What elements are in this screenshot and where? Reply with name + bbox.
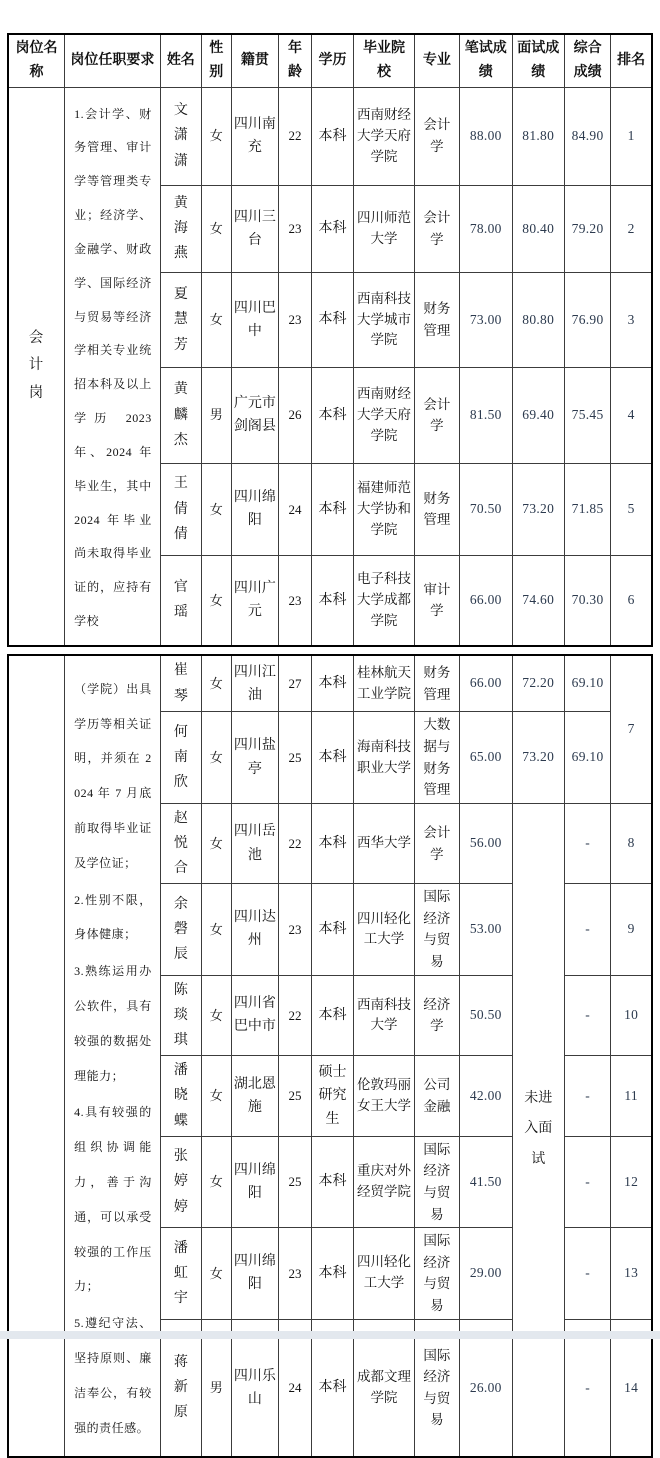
cell-overall-score: - xyxy=(564,1319,610,1457)
cell-overall-score: 69.10 xyxy=(564,655,610,712)
cell-interview-score: 74.60 xyxy=(512,555,564,645)
cell-overall-score: 75.45 xyxy=(564,367,610,463)
cell-interview-score: 69.40 xyxy=(512,367,564,463)
cell-name: 陈琰琪 xyxy=(160,975,201,1056)
cell-major: 会计学 xyxy=(414,185,459,273)
cell-age: 23 xyxy=(279,884,312,975)
cell-hometown: 四川三台 xyxy=(231,185,278,273)
cell-overall-score: 79.20 xyxy=(564,185,610,273)
cell-education: 本科 xyxy=(311,975,353,1056)
table-row xyxy=(8,87,652,185)
cell-education: 本科 xyxy=(311,1319,353,1457)
cell-education: 本科 xyxy=(311,463,353,555)
cell-major: 国际经济与贸易 xyxy=(414,884,459,975)
cell-school: 西华大学 xyxy=(354,803,415,884)
cell-overall-score: 71.85 xyxy=(564,463,610,555)
cell-interview-score: 73.20 xyxy=(512,712,564,803)
col-header-written-score: 笔试成绩 xyxy=(460,34,512,87)
cell-major: 大数据与财务管理 xyxy=(414,712,459,803)
cell-major: 财务管理 xyxy=(414,463,459,555)
cell-rank: 5 xyxy=(611,463,652,555)
cell-education: 本科 xyxy=(311,367,353,463)
cell-age: 24 xyxy=(279,463,312,555)
cell-no-interview-merged: 未进入面试 xyxy=(512,803,564,1457)
cell-school: 电子科技大学成都学院 xyxy=(354,555,415,645)
requirements-paragraph: 3.熟练运用办公软件，具有较强的数据处理能力； xyxy=(74,964,152,1083)
cell-major: 公司金融 xyxy=(414,1056,459,1137)
cell-hometown: 四川绵阳 xyxy=(231,1136,278,1227)
cell-name: 崔琴 xyxy=(160,655,201,712)
cell-school: 四川轻化工大学 xyxy=(354,884,415,975)
cell-hometown: 四川南充 xyxy=(231,87,278,185)
cell-overall-score: - xyxy=(564,1136,610,1227)
col-header-age: 年龄 xyxy=(279,34,312,87)
cell-age: 26 xyxy=(279,367,312,463)
cell-school: 成都文理学院 xyxy=(354,1319,415,1457)
cell-gender: 女 xyxy=(201,273,231,368)
cell-written-score: 66.00 xyxy=(460,655,512,712)
cell-age: 23 xyxy=(279,1228,312,1319)
requirements-text: 1.会计学、财务管理、审计学等管理类专业；经济学、金融学、财政学、国际经济与贸易等经济学相关专业统招本科及以上学历 2023 年、2024 年毕业生，其中 2024 年毕业尚未取得毕业证的，应持有学校 xyxy=(74,106,152,629)
cell-gender: 女 xyxy=(201,803,231,884)
cell-age: 25 xyxy=(279,712,312,803)
cell-hometown: 四川巴中 xyxy=(231,273,278,368)
col-header-position: 岗位名称 xyxy=(8,34,65,87)
cell-written-score: 53.00 xyxy=(460,884,512,975)
cell-major: 财务管理 xyxy=(414,273,459,368)
cell-gender: 女 xyxy=(201,655,231,712)
cell-written-score: 26.00 xyxy=(460,1319,512,1457)
table-row xyxy=(8,655,652,712)
cell-interview-score: 81.80 xyxy=(512,87,564,185)
cell-name: 王倩倩 xyxy=(160,463,201,555)
cell-written-score: 50.50 xyxy=(460,975,512,1056)
cell-education: 本科 xyxy=(311,803,353,884)
cell-name: 张婷婷 xyxy=(160,1136,201,1227)
cell-school: 四川轻化工大学 xyxy=(354,1228,415,1319)
cell-hometown: 四川岳池 xyxy=(231,803,278,884)
cell-written-score: 42.00 xyxy=(460,1056,512,1137)
cell-school: 伦敦玛丽女王大学 xyxy=(354,1056,415,1137)
cell-age: 24 xyxy=(279,1319,312,1457)
cell-gender: 女 xyxy=(201,463,231,555)
cell-rank: 10 xyxy=(611,975,652,1056)
cell-education: 本科 xyxy=(311,1136,353,1227)
cell-written-score: 78.00 xyxy=(460,185,512,273)
cell-rank: 8 xyxy=(611,803,652,884)
cell-written-score: 65.00 xyxy=(460,712,512,803)
cell-age: 23 xyxy=(279,555,312,645)
cell-interview-score: 73.20 xyxy=(512,463,564,555)
cell-education: 本科 xyxy=(311,712,353,803)
cell-gender: 女 xyxy=(201,1228,231,1319)
cell-name: 余磬辰 xyxy=(160,884,201,975)
cell-written-score: 88.00 xyxy=(460,87,512,185)
cell-school: 西南科技大学城市学院 xyxy=(354,273,415,368)
cell-written-score: 29.00 xyxy=(460,1228,512,1319)
cell-name: 赵悦合 xyxy=(160,803,201,884)
cell-school: 桂林航天工业学院 xyxy=(354,655,415,712)
cell-gender: 女 xyxy=(201,185,231,273)
col-header-name: 姓名 xyxy=(160,34,201,87)
cell-school: 西南科技大学 xyxy=(354,975,415,1056)
cell-written-score: 56.00 xyxy=(460,803,512,884)
cell-rank: 6 xyxy=(611,555,652,645)
cell-major: 财务管理 xyxy=(414,655,459,712)
cell-interview-score: 72.20 xyxy=(512,655,564,712)
col-header-education: 学历 xyxy=(311,34,353,87)
cell-gender: 男 xyxy=(201,1319,231,1457)
cell-hometown: 四川省巴中市 xyxy=(231,975,278,1056)
cell-rank: 2 xyxy=(611,185,652,273)
cell-overall-score: 84.90 xyxy=(564,87,610,185)
cell-name: 潘虹宇 xyxy=(160,1228,201,1319)
cell-age: 23 xyxy=(279,185,312,273)
cell-overall-score: 69.10 xyxy=(564,712,610,803)
cell-overall-score: 70.30 xyxy=(564,555,610,645)
cell-gender: 女 xyxy=(201,884,231,975)
cell-school: 四川师范大学 xyxy=(354,185,415,273)
requirements-paragraph: （学院）出具学历等相关证明，并须在 2024 年 7 月底前取得毕业证及学位证； xyxy=(74,681,152,870)
cell-overall-score: - xyxy=(564,803,610,884)
requirements-cell-part1 xyxy=(65,87,161,646)
requirements-paragraph: 2.性别不限，身体健康； xyxy=(74,892,152,942)
cell-written-score: 70.50 xyxy=(460,463,512,555)
cell-written-score: 66.00 xyxy=(460,555,512,645)
cell-age: 27 xyxy=(279,655,312,712)
cell-education: 本科 xyxy=(311,273,353,368)
cell-rank: 11 xyxy=(611,1056,652,1137)
col-header-requirements: 岗位任职要求 xyxy=(65,34,161,87)
cell-name: 蒋新原 xyxy=(160,1319,201,1457)
cell-name: 黄麟杰 xyxy=(160,367,201,463)
cell-age: 23 xyxy=(279,273,312,368)
cell-interview-score: 80.80 xyxy=(512,273,564,368)
cell-name: 潘晓蝶 xyxy=(160,1056,201,1137)
cell-age: 22 xyxy=(279,87,312,185)
cell-rank: 13 xyxy=(611,1228,652,1319)
cell-school: 西南财经大学天府学院 xyxy=(354,87,415,185)
cell-education: 本科 xyxy=(311,555,353,645)
cell-gender: 女 xyxy=(201,87,231,185)
cell-overall-score: 76.90 xyxy=(564,273,610,368)
cell-major: 审计学 xyxy=(414,555,459,645)
cell-education: 本科 xyxy=(311,655,353,712)
cell-overall-score: - xyxy=(564,975,610,1056)
cell-gender: 女 xyxy=(201,712,231,803)
cell-education: 本科 xyxy=(311,185,353,273)
cell-name: 官瑶 xyxy=(160,555,201,645)
table-header-row xyxy=(8,34,652,87)
cell-education: 本科 xyxy=(311,1228,353,1319)
cell-written-score: 73.00 xyxy=(460,273,512,368)
cell-major: 国际经济与贸易 xyxy=(414,1319,459,1457)
cell-major: 经济学 xyxy=(414,975,459,1056)
col-header-gender: 性别 xyxy=(201,34,231,87)
cell-age: 25 xyxy=(279,1056,312,1137)
cell-name: 黄海燕 xyxy=(160,185,201,273)
table-gap xyxy=(7,647,660,654)
cell-school: 福建师范大学协和学院 xyxy=(354,463,415,555)
cell-education: 本科 xyxy=(311,87,353,185)
cell-school: 西南财经大学天府学院 xyxy=(354,367,415,463)
cell-gender: 男 xyxy=(201,367,231,463)
cell-written-score: 81.50 xyxy=(460,367,512,463)
cell-age: 22 xyxy=(279,803,312,884)
cell-hometown: 四川绵阳 xyxy=(231,463,278,555)
col-header-school: 毕业院校 xyxy=(354,34,415,87)
col-header-interview-score: 面试成绩 xyxy=(512,34,564,87)
cell-name: 文潇潇 xyxy=(160,87,201,185)
cell-hometown: 广元市剑阁县 xyxy=(231,367,278,463)
cell-gender: 女 xyxy=(201,555,231,645)
cell-rank: 14 xyxy=(611,1319,652,1457)
requirements-paragraph: 4.具有较强的组织协调能力，善于沟通，可以承受较强的工作压力； xyxy=(74,1105,152,1294)
cell-overall-score: - xyxy=(564,884,610,975)
cell-rank: 1 xyxy=(611,87,652,185)
cell-hometown: 四川江油 xyxy=(231,655,278,712)
cell-rank-merged-7: 7 xyxy=(611,655,652,803)
cell-gender: 女 xyxy=(201,1056,231,1137)
cell-age: 22 xyxy=(279,975,312,1056)
cell-gender: 女 xyxy=(201,975,231,1056)
cell-rank: 12 xyxy=(611,1136,652,1227)
cell-overall-score: - xyxy=(564,1228,610,1319)
cell-hometown: 四川广元 xyxy=(231,555,278,645)
cell-rank: 9 xyxy=(611,884,652,975)
cell-hometown: 湖北恩施 xyxy=(231,1056,278,1137)
cell-education: 硕士研究生 xyxy=(311,1056,353,1137)
cell-education: 本科 xyxy=(311,884,353,975)
cell-hometown: 四川绵阳 xyxy=(231,1228,278,1319)
results-table-top xyxy=(7,33,653,647)
col-header-major: 专业 xyxy=(414,34,459,87)
cell-rank: 3 xyxy=(611,273,652,368)
cell-school: 海南科技职业大学 xyxy=(354,712,415,803)
cell-rank: 4 xyxy=(611,367,652,463)
requirements-paragraph: 5.遵纪守法、坚持原则、廉洁奉公，有较强的责任感。 xyxy=(74,1316,152,1435)
cell-hometown: 四川乐山 xyxy=(231,1319,278,1457)
cell-name: 何南欣 xyxy=(160,712,201,803)
position-name-cell: 会计岗 xyxy=(8,87,65,646)
cell-hometown: 四川盐亭 xyxy=(231,712,278,803)
col-header-rank: 排名 xyxy=(611,34,652,87)
cell-major: 国际经济与贸易 xyxy=(414,1136,459,1227)
cell-major: 会计学 xyxy=(414,367,459,463)
cell-gender: 女 xyxy=(201,1136,231,1227)
page-bottom-strip xyxy=(0,1331,660,1339)
cell-age: 25 xyxy=(279,1136,312,1227)
cell-school: 重庆对外经贸学院 xyxy=(354,1136,415,1227)
cell-written-score: 41.50 xyxy=(460,1136,512,1227)
col-header-hometown: 籍贯 xyxy=(231,34,278,87)
cell-major: 会计学 xyxy=(414,803,459,884)
cell-overall-score: - xyxy=(564,1056,610,1137)
cell-major: 国际经济与贸易 xyxy=(414,1228,459,1319)
cell-name: 夏慧芳 xyxy=(160,273,201,368)
cell-interview-score: 80.40 xyxy=(512,185,564,273)
cell-hometown: 四川达州 xyxy=(231,884,278,975)
col-header-overall-score: 综合成绩 xyxy=(564,34,610,87)
cell-major: 会计学 xyxy=(414,87,459,185)
